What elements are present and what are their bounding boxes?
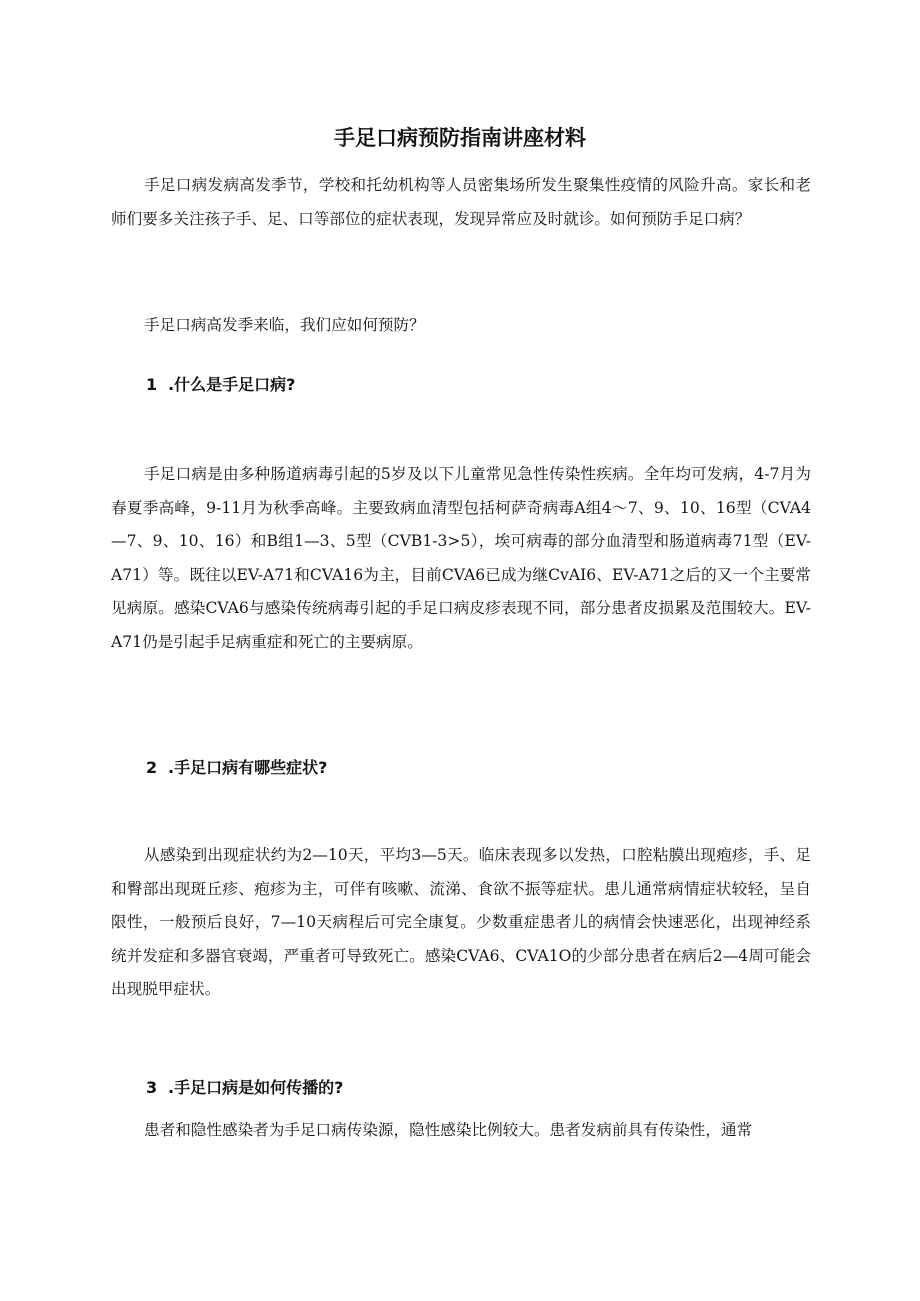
section-1-number: 1 (146, 375, 158, 394)
section-2-heading (146, 755, 327, 778)
intro-paragraph: 手足口病发病高发季节，学校和托幼机构等人员密集场所发生聚集性疫情的风险升高。家长和老师们要多关注孩子手、足、口等部位的症状表现，发现异常应及时就诊。如何预防手足口病？ (111, 176, 811, 228)
section-3-number: 3 (146, 1078, 158, 1097)
section-1-heading (146, 372, 295, 395)
section-1-body: 手足口病是由多种肠道病毒引起的5岁及以下儿童常见急性传染性疾病。全年均可发病，4-7月为春夏季高峰，9-11月为秋季高峰。主要致病血清型包括柯萨奇病毒A组4～7、9、10、16型（CVA4—7、9、10、16）和B组1—3、5型（CVB1-3>5），埃可病毒的部分血清型和肠道病毒71型（EV-A71）等。既往以EV-A71和CVA16为主，目前CVA6已成为继CvAI6、EV-A71之后的又一个主要常见病原。感染CVA6与感染传统病毒引起的手足口病皮疹表现不同，部分患者皮损累及范围较大。EV-A71仍是引起手足病重症和死亡的主要病原。 (111, 465, 811, 651)
section-2-title: .手足口病有哪些症状? (168, 758, 328, 777)
section-3-body: 患者和隐性感染者为手足口病传染源，隐性感染比例较大。患者发病前具有传染性，通常 (144, 1121, 753, 1139)
section-2-number: 2 (146, 758, 158, 777)
document-title: 手足口病预防指南讲座材料 (334, 126, 586, 150)
section-3-heading (146, 1075, 343, 1098)
section-3-title: .手足口病是如何传播的? (168, 1078, 344, 1097)
section-2-body: 从感染到出现症状约为2—10天，平均3—5天。临床表现多以发热，口腔粘膜出现疱疹，手、足和臀部出现斑丘疹、疱疹为主，可伴有咳嗽、流涕、食欲不振等症状。患儿通常病情症状较轻，呈自限性，一般预后良好，7—10天病程后可完全康复。少数重症患者儿的病情会快速恶化，出现神经系统并发症和多器官衰竭，严重者可导致死亡。感染CVA6、CVA1O的少部分患者在病后2—4周可能会出现脱甲症状。 (111, 846, 811, 998)
section-1-title: .什么是手足口病? (168, 375, 296, 394)
lead-question: 手足口病高发季来临，我们应如何预防？ (144, 316, 425, 334)
